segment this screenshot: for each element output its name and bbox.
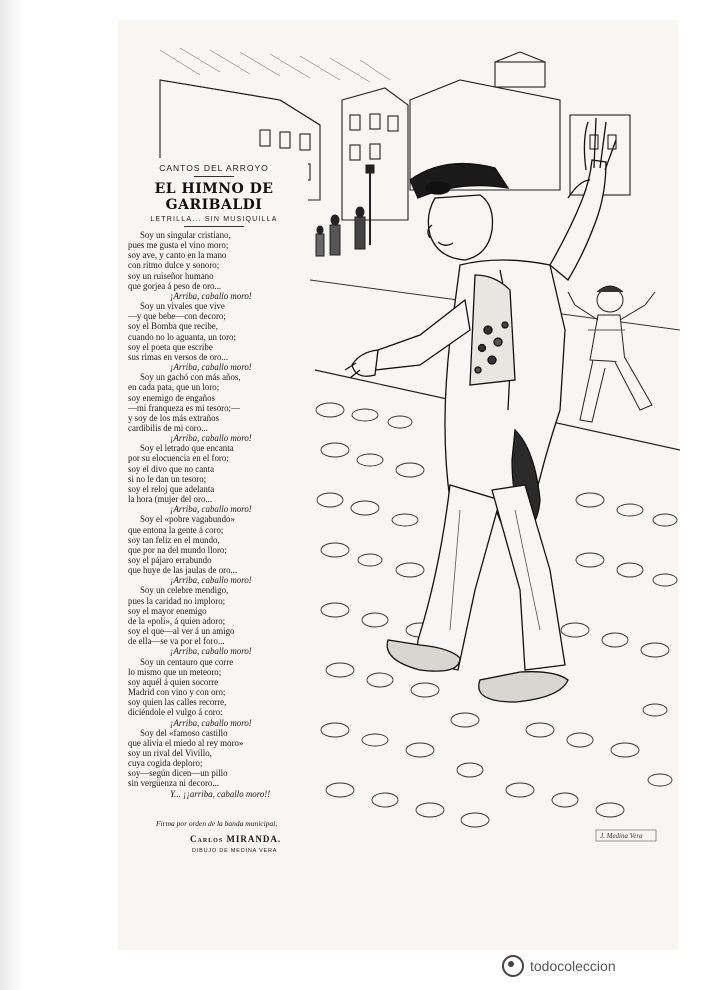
poem-line: la hora (mujer del oro... — [128, 494, 213, 505]
poem-line: y soy de los más extraños — [128, 412, 219, 423]
watermark-logo-icon — [502, 955, 524, 977]
poem-line: Soy un vivales que vive — [140, 301, 225, 312]
poem-line: —mi franqueza es mi tesoro;— — [128, 402, 240, 413]
poem-line: diciéndole el vulgo á coro: — [128, 707, 223, 718]
poem-line: que huye de las jaulas de oro... — [128, 565, 238, 576]
poem-line: cardibilis de mi coro... — [128, 422, 208, 433]
poem-line: Soy el «pobre vagabundo» — [140, 514, 235, 525]
poem-line: soy ave, y canto en la mano — [128, 250, 227, 261]
boy-figure — [568, 286, 655, 422]
poem-line: soy el Bomba que recibe, — [128, 321, 218, 332]
poem-line: por su elocuencia en el foro; — [128, 453, 229, 464]
signature-note: Firma por orden de la banda municipal, — [156, 819, 278, 828]
poem-refrain: ¡Arriba, caballo moro! — [170, 362, 252, 373]
poem-line: si no le dan un tesoro; — [128, 473, 207, 484]
poem-refrain: ¡Arriba, caballo moro! — [170, 504, 252, 515]
poem-line: pues me gusta el vino moro; — [128, 240, 229, 251]
poem-line: lo mismo que un meteoro; — [128, 666, 222, 677]
poem-line: Soy un singular cristiano, — [140, 230, 231, 240]
page-spine-shadow — [0, 0, 24, 990]
poem-line: que gorjea á peso de oro... — [128, 280, 222, 291]
poem-line: soy el pájaro errabundo — [128, 555, 212, 565]
poem-stanza — [120, 301, 308, 372]
illustration-credit: DIBUJO DE MEDINA VERA — [192, 848, 278, 854]
article-subtitle: LETRILLA... SIN MUSIQUILLA — [150, 216, 278, 223]
poem-line: soy el divo que no canta — [128, 463, 215, 474]
poem-line: —y que bebe—con decoro; — [128, 311, 226, 322]
watermark — [502, 955, 616, 977]
poem-refrain: Y... ¡¡arriba, caballo moro!! — [170, 788, 271, 799]
article-title: EL HIMNO DE GARIBALDI — [154, 181, 274, 213]
author-name: Carlos MIRANDA. — [190, 834, 282, 844]
poem-stanza — [120, 585, 308, 656]
poem-line: Soy un celebre mendigo, — [140, 585, 229, 596]
poem-line: soy el reloj que adelanta — [128, 483, 215, 494]
artist-signature: J. Medina Vera — [600, 832, 643, 840]
watermark-text: todocoleccion — [530, 958, 616, 974]
poem-line: sus rimas en versos de oro... — [128, 351, 229, 362]
poem-line: soy el que—al ver á un amigo — [128, 626, 235, 637]
poem-line: Soy un gachó con más años, — [140, 372, 241, 383]
poem-line: soy tan feliz en el mundo, — [128, 534, 220, 545]
poem-refrain: ¡Arriba, caballo moro! — [170, 433, 252, 444]
poem-line: pues la caridad no imploro; — [128, 595, 226, 606]
subtitle-rule — [184, 226, 244, 227]
poem-line: que por na del mundo lloro; — [128, 544, 227, 555]
poem-stanza — [120, 443, 308, 514]
poem-line: cuando no lo aguanta, un toro; — [128, 331, 236, 342]
poem-stanza — [120, 728, 308, 799]
poem-stanza — [120, 372, 308, 443]
poem-line: soy aquél á quien socorre — [128, 676, 219, 687]
heading-rule — [194, 176, 234, 177]
poem-refrain: ¡Arriba, caballo moro! — [170, 575, 252, 586]
poem-line: soy el mayor enemigo — [128, 605, 207, 616]
poem-line: Soy del «famoso castillo — [140, 727, 228, 738]
poem-line: soy un rival del Vivillo, — [128, 747, 212, 758]
poem-line: soy quien las calles recorre, — [128, 697, 227, 708]
poem-line: soy—según dicen—un pillo — [128, 768, 228, 779]
poem-refrain: ¡Arriba, caballo moro! — [170, 646, 252, 657]
poem-line: de la «poli», á quien adoro; — [128, 615, 226, 626]
poem-stanza — [120, 230, 308, 301]
poem-line: Soy el letrado que encanta — [140, 443, 234, 454]
poem-column — [120, 158, 308, 858]
poem-refrain: ¡Arriba, caballo moro! — [170, 290, 252, 301]
poem-refrain: ¡Arriba, caballo moro! — [170, 717, 252, 728]
poem-stanza — [120, 657, 308, 728]
poem-line: con ritmo dulce y sonoro; — [128, 260, 220, 271]
poem-body — [120, 230, 308, 799]
poem-line: soy enemigo de engaños — [128, 392, 216, 403]
poem-line: Madrid con vino y con oro; — [128, 687, 226, 698]
poem-line: soy el poeta que escribe — [128, 341, 213, 352]
poem-line: en cada pata, que un loro; — [128, 382, 220, 393]
poem-line: soy un ruiseñor humano — [128, 270, 214, 281]
poem-line: que alivia el miedo al rey moro» — [128, 737, 244, 748]
sky-hatching — [160, 48, 390, 82]
poem-line: Soy un centauro que corre — [140, 656, 234, 667]
section-heading: CANTOS DEL ARROYO — [159, 163, 269, 173]
poem-line: cuya cogida deploro; — [128, 758, 203, 769]
poem-line: de ella—se va por el foro... — [128, 636, 225, 647]
poem-line: que entona la gente á coro; — [128, 524, 224, 535]
poem-line: sin vergüenza ni decoro... — [128, 778, 220, 789]
poem-stanza — [120, 514, 308, 585]
